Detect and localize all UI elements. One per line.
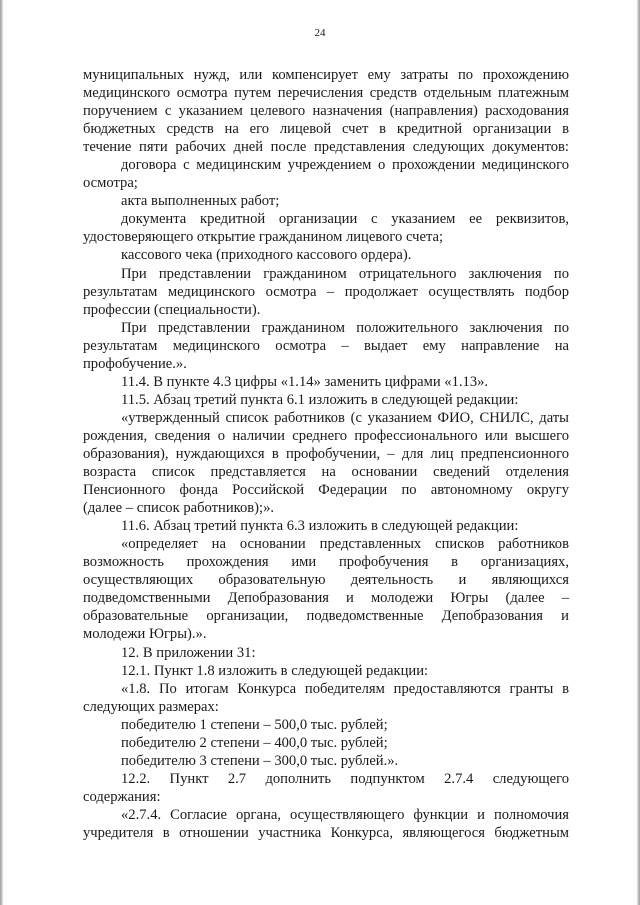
text-line: бюджетных средств на его лицевой счет в кредитной организации в bbox=[83, 121, 569, 138]
page-edge-left bbox=[0, 0, 3, 905]
text-line: следующих размерах: bbox=[83, 698, 219, 715]
text-line: профобучение.». bbox=[83, 355, 187, 372]
text-line: При представлении гражданином отрицательного заключения по bbox=[121, 265, 569, 282]
text-line: профессии (специальности). bbox=[83, 301, 261, 318]
text-line: 11.6. Абзац третий пункта 6.3 изложить в следующей редакции: bbox=[121, 518, 519, 535]
text-line: «утвержденный список работников (с указанием ФИО, СНИЛС, даты bbox=[121, 409, 569, 426]
text-line: 12. В приложении 31: bbox=[121, 644, 256, 661]
text-line: «2.7.4. Согласие органа, осуществляющего функции и полномочия bbox=[121, 806, 569, 823]
text-line: акта выполненных работ; bbox=[121, 193, 280, 210]
text-line: При представлении гражданином положительного заключения по bbox=[121, 319, 569, 336]
text-line: «1.8. По итогам Конкурса победителям предоставляются гранты в bbox=[121, 680, 569, 697]
text-line: победителю 3 степени – 300,0 тыс. рублей.». bbox=[121, 752, 399, 769]
text-line: кассового чека (приходного кассового ордера). bbox=[121, 247, 412, 264]
text-line: осуществляющих образовательную деятельность и являющихся bbox=[83, 572, 569, 589]
text-line: возраста список представляется на основании сведений отделения bbox=[83, 464, 569, 481]
text-line: молодежи Югры).». bbox=[83, 626, 207, 643]
text-line: (далее – список работников);». bbox=[83, 500, 275, 517]
text-line: поручением с указанием целевого назначения (направления) расходования bbox=[83, 103, 569, 120]
text-line: 11.5. Абзац третий пункта 6.1 изложить в следующей редакции: bbox=[121, 391, 519, 408]
text-line: учредителя в отношении участника Конкурса, являющегося бюджетным bbox=[83, 824, 569, 841]
page-number: 24 bbox=[314, 27, 326, 39]
text-line: 12.1. Пункт 1.8 изложить в следующей редакции: bbox=[121, 662, 429, 679]
text-line: «определяет на основании представленных списков работников bbox=[121, 536, 569, 553]
text-line: Пенсионного фонда Российской Федерации по автономному округу bbox=[83, 482, 569, 499]
text-line: победителю 1 степени – 500,0 тыс. рублей; bbox=[121, 716, 388, 733]
document-body bbox=[83, 66, 569, 842]
text-line: муниципальных нужд, или компенсирует ему затраты по прохождению bbox=[83, 67, 569, 83]
text-line: 12.2. Пункт 2.7 дополнить подпунктом 2.7.4 следующего bbox=[121, 770, 569, 787]
text-line: подведомственными Депобразования и молодежи Югры (далее – bbox=[83, 590, 569, 607]
text-line: образовательные организации, подведомственные Депобразования и bbox=[83, 608, 569, 625]
text-line: 11.4. В пункте 4.3 цифры «1.14» заменить цифрами «1.13». bbox=[121, 373, 489, 390]
text-line: рождения, сведения о наличии среднего профессионального или высшего bbox=[83, 427, 569, 444]
text-line: содержания: bbox=[83, 788, 161, 805]
text-line: победителю 2 степени – 400,0 тыс. рублей; bbox=[121, 734, 388, 751]
text-line: результатам медицинского осмотра – продолжает осуществлять подбор bbox=[83, 283, 569, 300]
text-line: медицинского осмотра путем перечисления средств отдельным платежным bbox=[83, 85, 569, 102]
text-line: течение пяти рабочих дней после представления следующих документов: bbox=[83, 139, 569, 156]
text-line: документа кредитной организации с указанием ее реквизитов, bbox=[121, 211, 569, 228]
text-line: результатам медицинского осмотра – выдает ему направление на bbox=[83, 337, 569, 354]
text-line: возможность прохождения ими профобучения в организациях, bbox=[83, 554, 569, 571]
text-line: образования), нуждающихся в профобучении, – для лиц предпенсионного bbox=[83, 445, 569, 462]
text-line: удостоверяющего открытие гражданином лицевого счета; bbox=[83, 229, 444, 246]
text-line: осмотра; bbox=[83, 175, 138, 192]
text-line: договора с медицинским учреждением о прохождении медицинского bbox=[121, 157, 569, 174]
